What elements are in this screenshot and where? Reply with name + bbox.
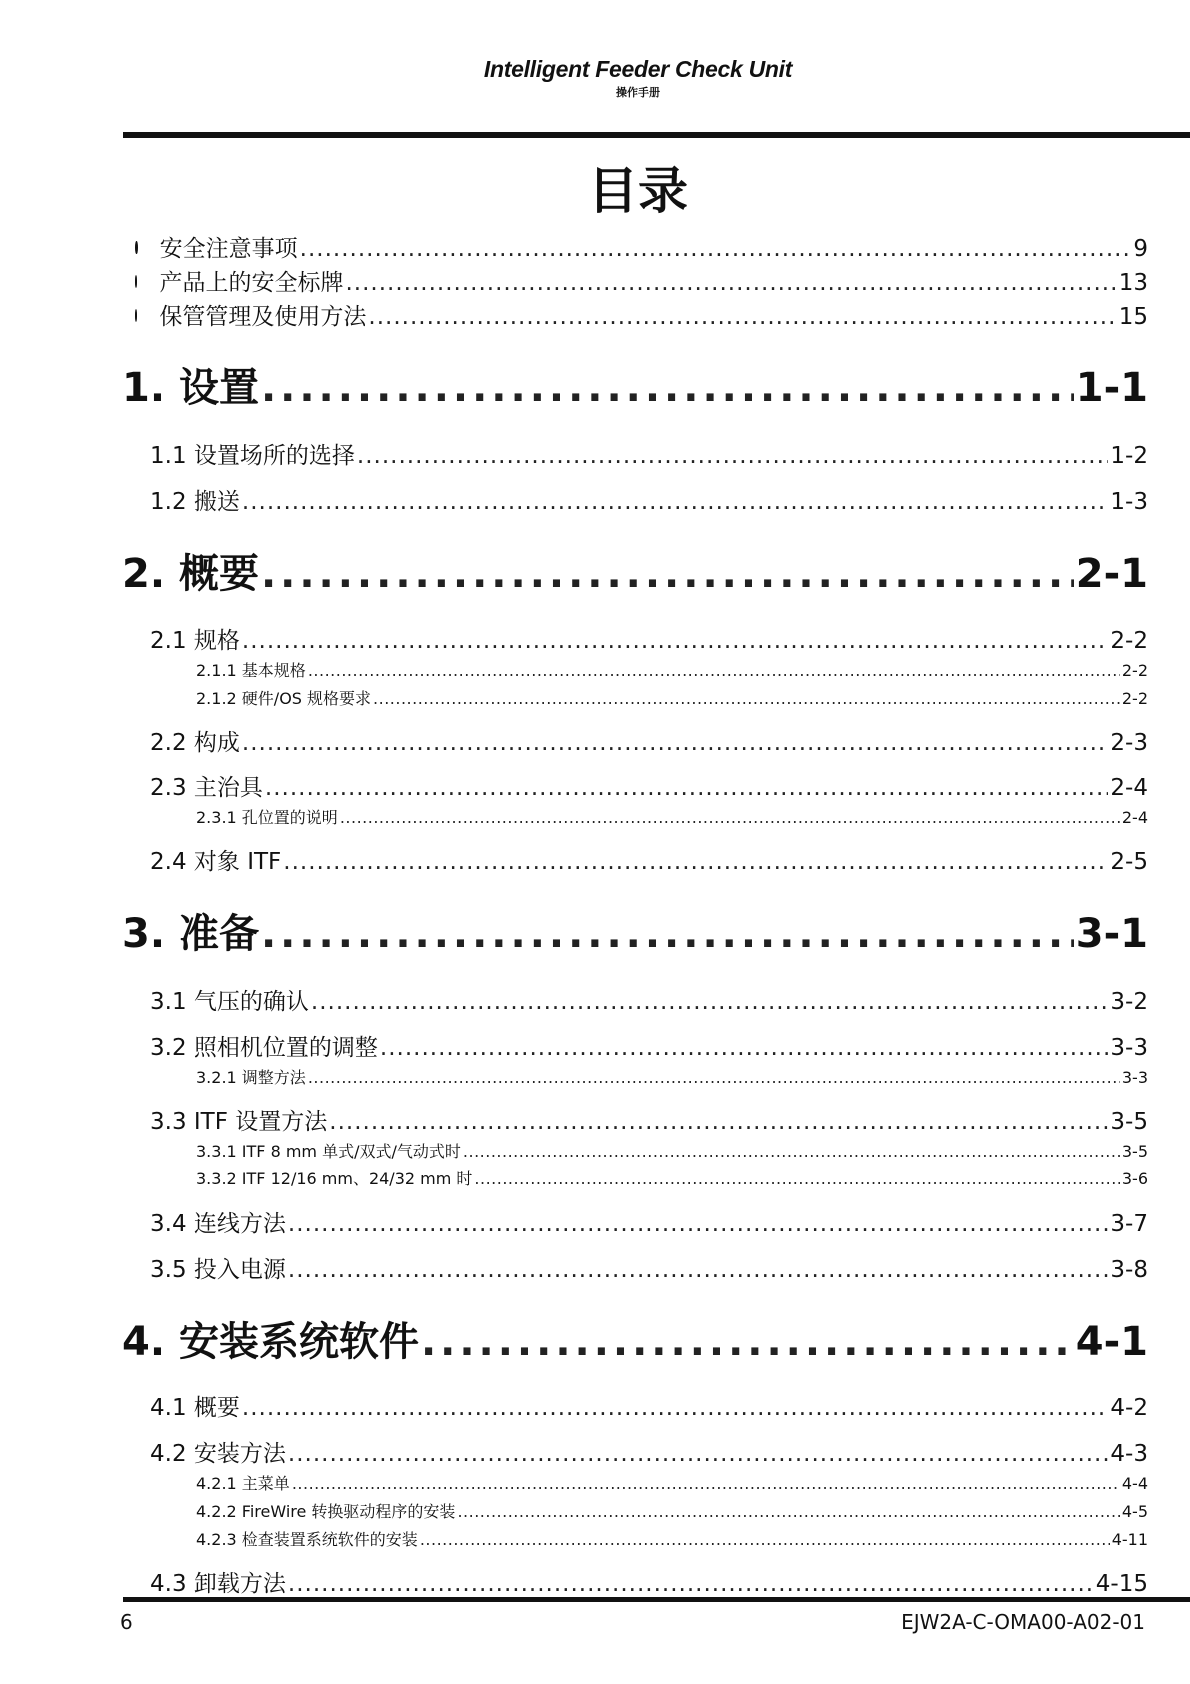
toc-entry-page: 3-2	[1110, 989, 1148, 1015]
header-rule	[123, 132, 1190, 138]
toc-bullet-item[interactable]	[135, 230, 1148, 263]
toc-section[interactable]	[150, 1205, 1148, 1238]
toc-subsection[interactable]	[196, 686, 1148, 709]
toc-entry-page: 2-5	[1110, 849, 1148, 875]
toc-entry-page: 4-11	[1111, 1530, 1148, 1549]
toc-entry-title: 4.2.3 检查装置系统软件的安装	[196, 1530, 418, 1549]
toc-entry-page: 2-1	[1075, 551, 1148, 597]
header-subtitle: 操作手册	[616, 86, 660, 99]
toc-title: 目录	[588, 162, 688, 220]
toc-section[interactable]	[150, 843, 1148, 876]
toc-entry-title: 1.1 设置场所的选择	[150, 443, 355, 469]
toc-entry-title: 4.1 概要	[150, 1395, 240, 1421]
toc-entry-title: 产品上的安全标牌	[159, 270, 344, 296]
toc-entry-page: 9	[1133, 236, 1148, 262]
dot-leader	[242, 730, 1109, 756]
document-code: EJW2A-C-OMA00-A02-01	[901, 1610, 1145, 1634]
toc-entry-title: 4.2.1 主菜单	[196, 1474, 290, 1493]
toc-bullet-item[interactable]	[135, 264, 1148, 297]
toc-subsection[interactable]	[196, 1471, 1148, 1494]
toc-entry-page: 3-3	[1110, 1035, 1148, 1061]
dot-leader	[242, 628, 1109, 654]
toc-entry-page: 15	[1118, 304, 1148, 330]
toc-entry-page: 1-2	[1110, 443, 1148, 469]
toc-entry-title: 3.3 ITF 设置方法	[150, 1109, 328, 1135]
toc-entry-title: 2.2 构成	[150, 730, 240, 756]
toc-chapter[interactable]	[122, 1310, 1148, 1367]
dot-leader	[421, 1319, 1074, 1365]
toc-entry-page: 1-1	[1075, 365, 1148, 411]
toc-entry-title: 2.1.2 硬件/OS 规格要求	[196, 689, 372, 708]
toc-subsection[interactable]	[196, 805, 1148, 828]
dot-leader	[261, 911, 1074, 957]
dot-leader	[340, 808, 1120, 827]
toc-subsection[interactable]	[196, 1166, 1148, 1189]
toc-section[interactable]	[150, 769, 1148, 802]
toc-section[interactable]	[150, 1103, 1148, 1136]
toc-entry-title: 4.2.2 FireWire 转换驱动程序的安装	[196, 1502, 456, 1521]
toc-entry-page: 2-4	[1110, 775, 1148, 801]
dot-leader	[265, 775, 1109, 801]
toc-entry-title: 1.2 搬送	[150, 489, 240, 515]
dot-leader	[373, 689, 1120, 708]
toc-subsection[interactable]	[196, 1065, 1148, 1088]
toc-entry-page: 3-6	[1121, 1169, 1148, 1188]
toc-entry-page: 2-2	[1110, 628, 1148, 654]
toc-entry-page: 1-3	[1110, 489, 1148, 515]
dot-leader	[288, 1441, 1109, 1467]
toc-entry-title: 3.3.2 ITF 12/16 mm、24/32 mm 时	[196, 1169, 473, 1188]
dot-leader	[345, 270, 1116, 296]
toc-subsection[interactable]	[196, 1499, 1148, 1522]
dot-leader	[420, 1530, 1110, 1549]
toc-entry-title: 2. 概要	[122, 551, 259, 597]
toc-section[interactable]	[150, 983, 1148, 1016]
toc-entry-title: 2.4 对象 ITF	[150, 849, 282, 875]
dot-leader	[463, 1142, 1120, 1161]
header-title: Intelligent Feeder Check Unit	[483, 56, 793, 82]
toc-chapter[interactable]	[122, 356, 1148, 413]
toc-entry-page: 3-3	[1121, 1068, 1148, 1087]
dot-leader	[308, 661, 1120, 680]
toc-entry-title: 3.2 照相机位置的调整	[150, 1035, 378, 1061]
dot-leader	[300, 236, 1132, 262]
toc-entry-page: 2-3	[1110, 730, 1148, 756]
toc-section[interactable]	[150, 1029, 1148, 1062]
dot-leader	[357, 443, 1109, 469]
dot-leader	[261, 551, 1074, 597]
toc-entry-page: 4-5	[1121, 1502, 1148, 1521]
toc-entry-title: 4.2 安装方法	[150, 1441, 286, 1467]
toc-entry-title: 4.3 卸载方法	[150, 1571, 286, 1597]
toc-entry-page: 4-15	[1095, 1571, 1148, 1597]
toc-entry-title: 2.1 规格	[150, 628, 240, 654]
toc-entry-title: 4. 安装系统软件	[122, 1319, 419, 1365]
toc-entry-page: 2-2	[1121, 689, 1148, 708]
dot-leader	[288, 1211, 1109, 1237]
toc-entry-title: 2.3.1 孔位置的说明	[196, 808, 338, 827]
toc-subsection[interactable]	[196, 1527, 1148, 1550]
toc-entry-page: 3-5	[1110, 1109, 1148, 1135]
toc-bullet-item[interactable]	[135, 298, 1148, 331]
toc-entry-page: 3-5	[1121, 1142, 1148, 1161]
toc-entry-title: 3.3.1 ITF 8 mm 单式/双式/气动式时	[196, 1142, 461, 1161]
toc-entry-title: 3.5 投入电源	[150, 1257, 286, 1283]
toc-entry-page: 3-7	[1110, 1211, 1148, 1237]
toc-entry-page: 4-3	[1110, 1441, 1148, 1467]
toc-entry-title: 3.2.1 调整方法	[196, 1068, 306, 1087]
toc-chapter[interactable]	[122, 542, 1148, 599]
dot-leader	[457, 1502, 1119, 1521]
dot-leader	[288, 1571, 1094, 1597]
dot-leader	[292, 1474, 1120, 1493]
toc-section[interactable]	[150, 1565, 1148, 1598]
toc-entry-title: 保管管理及使用方法	[159, 304, 367, 330]
page-number: 6	[120, 1610, 133, 1634]
dot-leader	[308, 1068, 1120, 1087]
toc-chapter[interactable]	[122, 902, 1148, 959]
toc-subsection[interactable]	[196, 1139, 1148, 1162]
dot-leader	[242, 489, 1109, 515]
toc-entry-page: 4-2	[1110, 1395, 1148, 1421]
toc-entry-title: 3.1 气压的确认	[150, 989, 309, 1015]
toc-entry-title: 3. 准备	[122, 911, 259, 957]
dot-leader	[283, 849, 1108, 875]
toc-entry-page: 2-4	[1121, 808, 1148, 827]
dot-leader	[242, 1395, 1109, 1421]
dot-leader	[329, 1109, 1108, 1135]
toc-section[interactable]	[150, 1389, 1148, 1422]
toc-section[interactable]	[150, 1435, 1148, 1468]
toc-section[interactable]	[150, 483, 1148, 516]
dot-leader	[288, 1257, 1109, 1283]
dot-leader	[311, 989, 1109, 1015]
toc-entry-page: 2-2	[1121, 661, 1148, 680]
toc-section[interactable]	[150, 724, 1148, 757]
toc-section[interactable]	[150, 1251, 1148, 1284]
toc-entry-title: 1. 设置	[122, 365, 259, 411]
toc-section[interactable]	[150, 437, 1148, 470]
toc-entry-title: 安全注意事项	[159, 236, 298, 262]
toc-entry-page: 3-8	[1110, 1257, 1148, 1283]
dot-leader	[380, 1035, 1109, 1061]
toc-entry-page: 4-4	[1121, 1474, 1148, 1493]
bullet-icon	[135, 241, 138, 254]
toc-entry-title: 2.1.1 基本规格	[196, 661, 306, 680]
bullet-icon	[135, 309, 137, 322]
toc-entry-page: 4-1	[1075, 1319, 1148, 1365]
toc-subsection[interactable]	[196, 658, 1148, 681]
toc-entry-title: 2.3 主治具	[150, 775, 263, 801]
footer-rule	[123, 1597, 1190, 1602]
dot-leader	[368, 304, 1116, 330]
dot-leader	[474, 1169, 1119, 1188]
bullet-icon	[135, 275, 137, 288]
toc-entry-title: 3.4 连线方法	[150, 1211, 286, 1237]
toc-entry-page: 3-1	[1075, 911, 1148, 957]
toc-section[interactable]	[150, 622, 1148, 655]
toc-entry-page: 13	[1118, 270, 1148, 296]
dot-leader	[261, 365, 1074, 411]
